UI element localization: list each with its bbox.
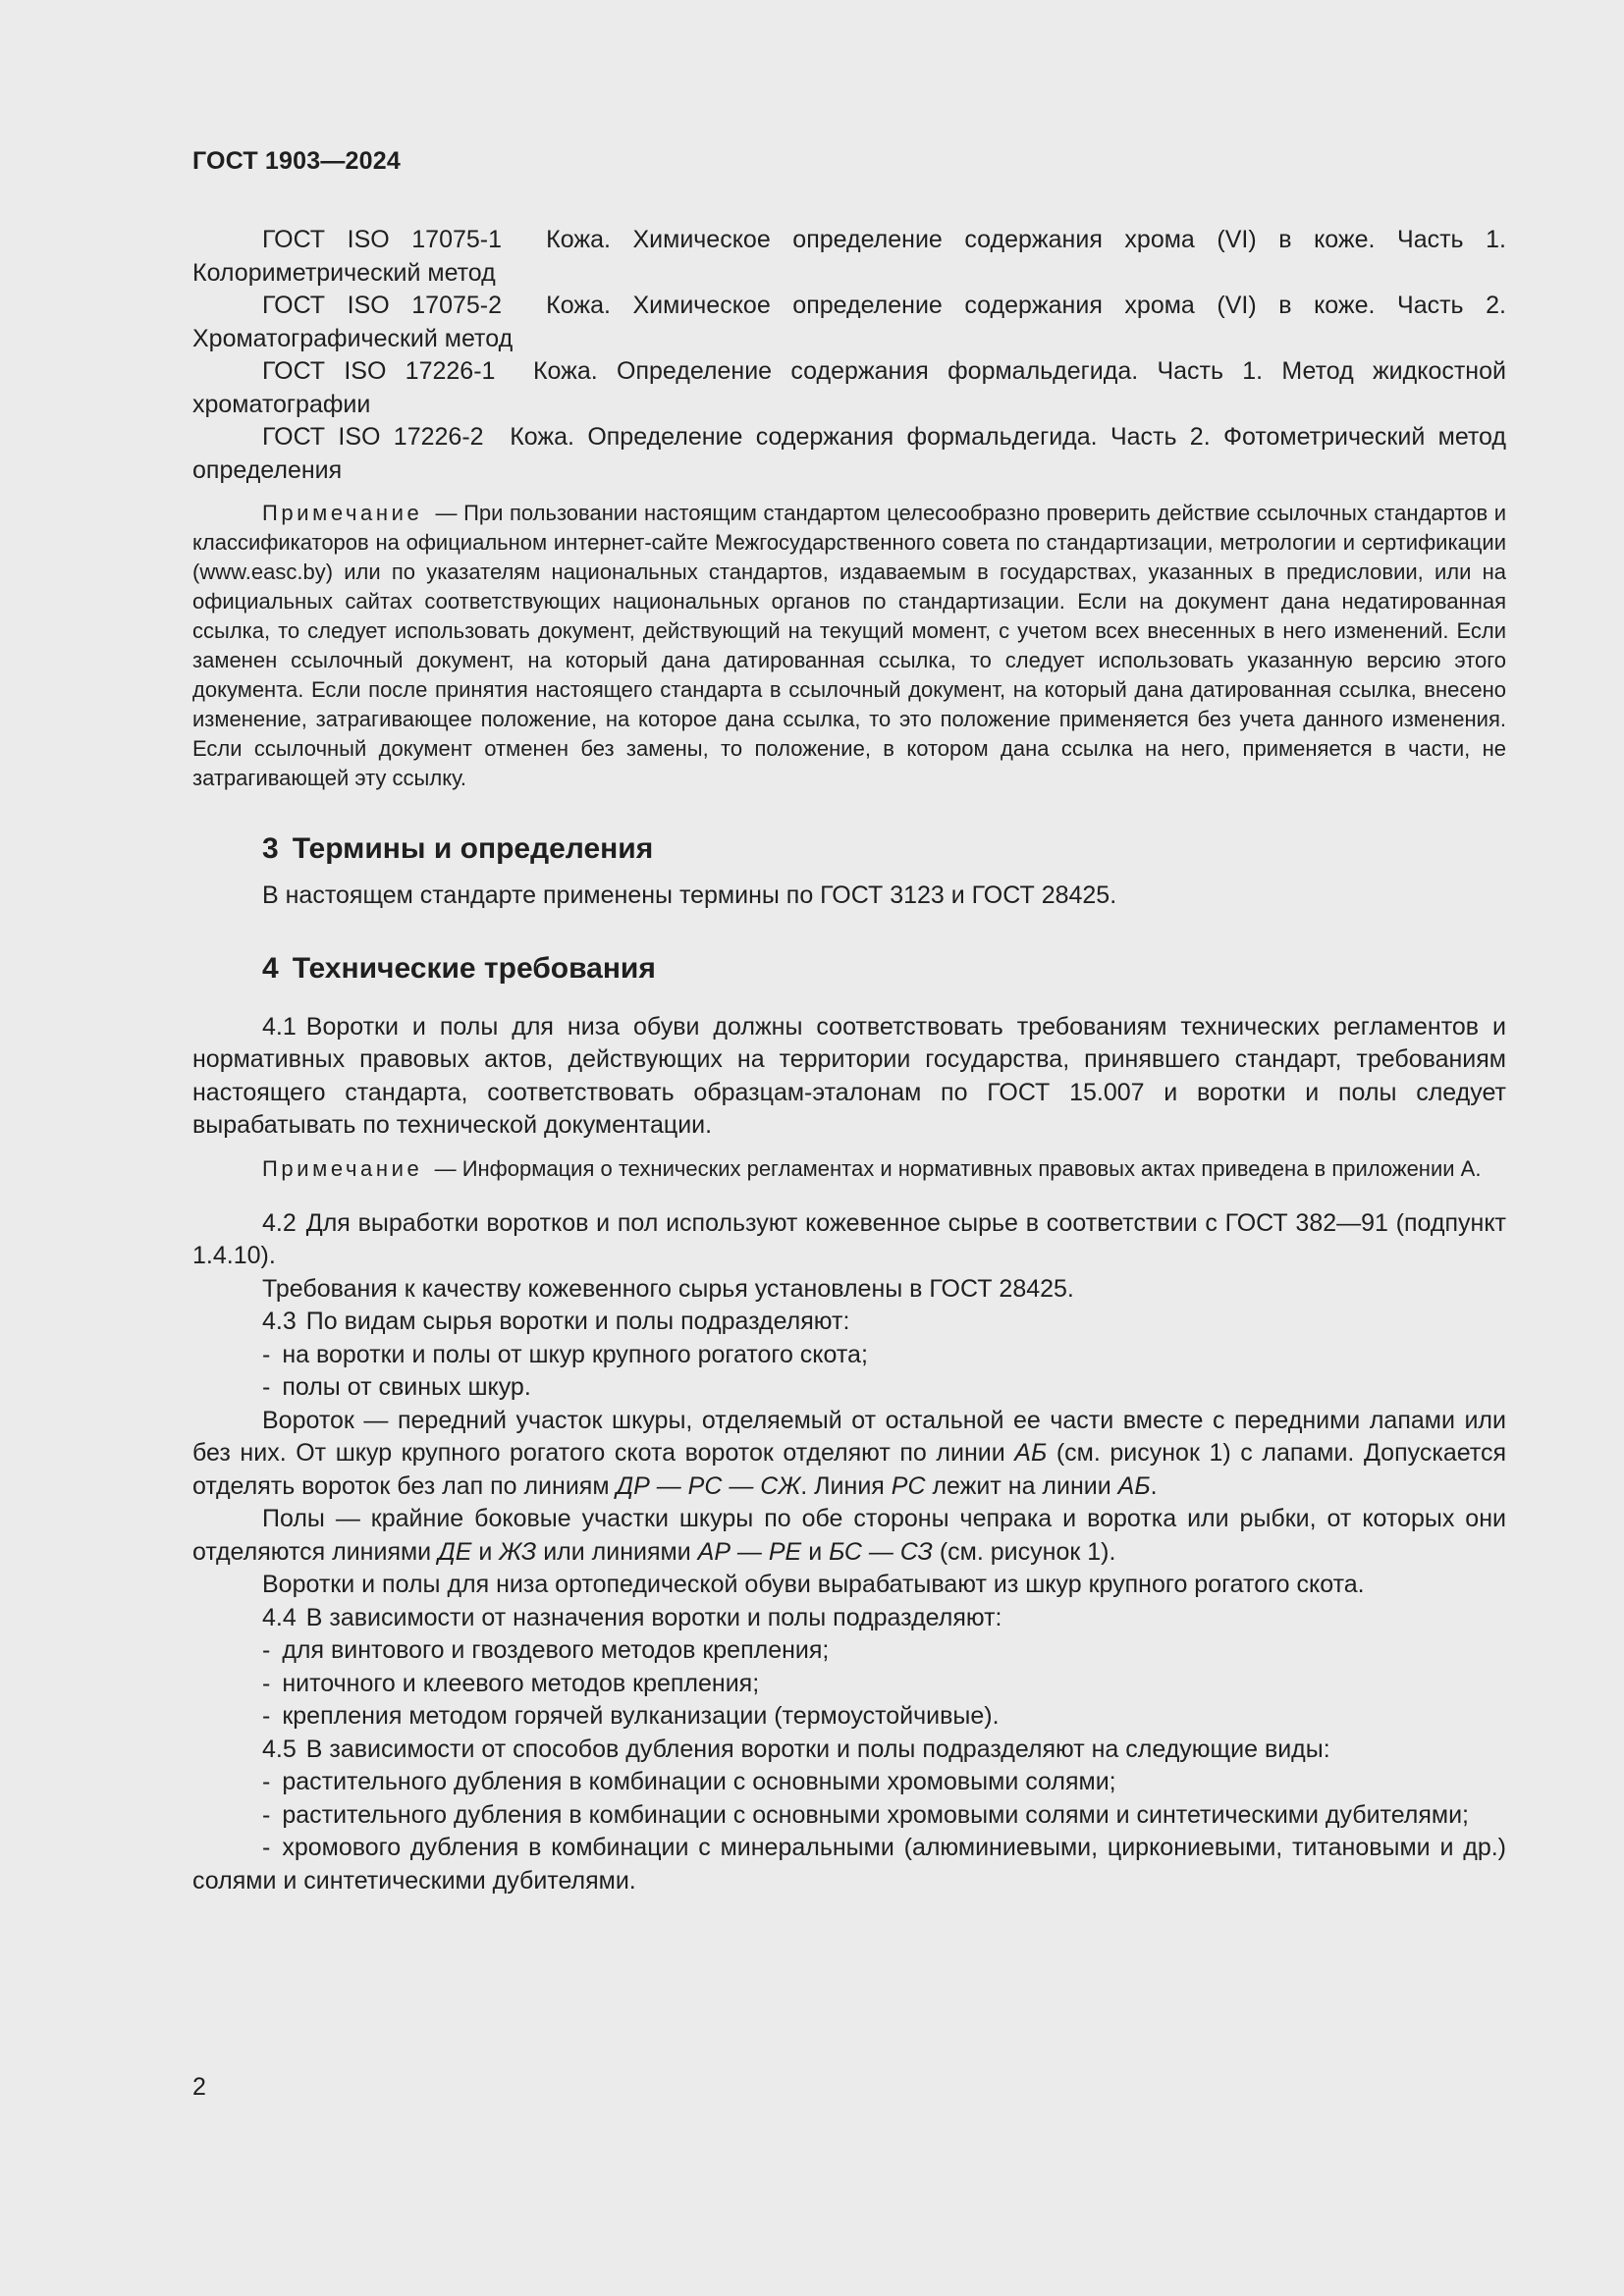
section-number: 3 xyxy=(262,832,279,865)
clause-paragraph xyxy=(192,1306,1506,1339)
clause-number: 4.5 xyxy=(262,1735,297,1763)
section-title: Термины и определения xyxy=(292,832,654,865)
list-dash: - xyxy=(262,1834,271,1861)
line-label: АР — РЕ xyxy=(697,1537,802,1566)
note-text: — Информация о технических регламентах и нормативных правовых актах приведена в приложении А. xyxy=(434,1155,1482,1181)
text-fragment: . Линия xyxy=(800,1471,885,1500)
note-paragraph xyxy=(192,499,1506,793)
text-fragment: лежит на линии xyxy=(932,1471,1111,1500)
note-paragraph xyxy=(192,1154,1506,1184)
note-text: — При пользовании настоящим стандартом целесообразно проверить действие ссылочных стандартов и классификаторов на официальном интернет-сайте Межгосударственного совета по стандартизации, метрологии и сертификации (www.easc.by) или по указателям национальных стандартов, издаваемым в государствах, указанных в предисловии, или на официальных сайтах соответствующих национальных органов по стандартизации. Если на документ дана недатированная ссылка, то следует использовать документ, действующий на текущий момент, с учетом всех внесенных в него изменений. Если заменен ссылочный документ, на который дана датированная ссылка, то следует использовать указанную версию этого документа. Если после принятия настоящего стандарта в ссылочный документ, на который дана датированная ссылка, внесено изменение, затрагивающее положение, на которое дана ссылка, то это положение применяется без учета данного изменения. Если ссылочный документ отменен без замены, то положение, в котором дана ссылка на него, применяется в части, не затрагивающей эту ссылку. xyxy=(192,501,1506,790)
clause-text: В зависимости от способов дубления воротки и полы подразделяют на следующие виды: xyxy=(305,1735,1330,1763)
reference-code: ГОСТ ISO 17226-1 xyxy=(262,357,496,385)
list-item-text: хромового дубления в комбинации с минеральными (алюминиевыми, циркониевыми, титановыми и др.) солями и синтетическими дубителями. xyxy=(192,1834,1506,1895)
list-item-text: на воротки и полы от шкур крупного рогатого скота; xyxy=(282,1340,868,1368)
body-paragraph: Требования к качеству кожевенного сырья установлены в ГОСТ 28425. xyxy=(262,1274,1074,1303)
text-fragment: Полы — крайние боковые участки шкуры по обе стороны чепрака и воротка или рыбки, от которых они отделяются линиями xyxy=(192,1505,1506,1566)
list-item-text: растительного дубления в комбинации с основными хромовыми солями; xyxy=(282,1768,1116,1795)
line-label: ДЕ xyxy=(438,1537,472,1566)
reference-code: ГОСТ ISO 17075-1 xyxy=(262,226,503,253)
text-fragment: и xyxy=(478,1537,493,1566)
list-item xyxy=(192,1700,1506,1734)
reference-item xyxy=(192,290,1506,355)
list-dash: - xyxy=(262,1340,271,1368)
body-paragraph: В настоящем стандарте применены термины по ГОСТ 3123 и ГОСТ 28425. xyxy=(262,881,1117,909)
clause-paragraph xyxy=(192,1602,1506,1635)
line-label: ЖЗ xyxy=(499,1537,537,1566)
text-fragment: или линиями xyxy=(543,1537,691,1566)
line-label: АБ xyxy=(1117,1471,1151,1500)
section-number: 4 xyxy=(262,951,279,985)
list-dash: - xyxy=(262,1800,271,1829)
page-content xyxy=(192,224,1506,1897)
reference-title: Кожа. Химическое определение содержания хрома (VI) в коже. Часть 1. Колориметрический метод xyxy=(192,226,1507,287)
clause-text: По видам сырья воротки и полы подразделяют: xyxy=(305,1308,850,1335)
reference-item xyxy=(192,355,1506,421)
list-item xyxy=(192,1668,1506,1701)
clause-number: 4.4 xyxy=(262,1603,297,1631)
list-item xyxy=(192,1371,1506,1405)
note-label: Примечание xyxy=(262,1155,423,1181)
text-fragment: (см. рисунок 1) с лапами. Допускается отделять вороток без лап по линиям xyxy=(192,1439,1507,1500)
list-item xyxy=(192,1832,1506,1897)
clause-number: 4.3 xyxy=(262,1308,297,1335)
reference-item xyxy=(192,224,1506,290)
section-title: Технические требования xyxy=(292,951,656,985)
body-paragraph xyxy=(192,1503,1506,1569)
list-item xyxy=(192,1799,1506,1833)
text-fragment: Вороток — передний участок шкуры, отделяемый от остальной ее части вместе с передними лапами или без них. От шкур крупного рогатого скота вороток отделяют по линии xyxy=(192,1406,1506,1467)
list-dash: - xyxy=(262,1669,271,1697)
text-fragment: и xyxy=(808,1537,823,1566)
section-heading xyxy=(192,952,1506,986)
reference-title: Кожа. Определение содержания формальдегида. Часть 2. Фотометрический метод определения xyxy=(192,423,1506,484)
list-item-text: полы от свиных шкур. xyxy=(282,1373,531,1401)
clause-text: Для выработки воротков и пол используют кожевенное сырье в соответствии с ГОСТ 382—91 (подпункт 1.4.10). xyxy=(192,1208,1506,1269)
body-paragraph xyxy=(192,1405,1506,1504)
list-item-text: крепления методом горячей вулканизации (термоустойчивые). xyxy=(282,1702,1000,1730)
reference-title: Кожа. Определение содержания формальдегида. Часть 1. Метод жидкостной хроматографии xyxy=(192,357,1506,418)
clause-paragraph xyxy=(192,1207,1506,1273)
list-item xyxy=(192,1634,1506,1668)
line-label: АБ xyxy=(1014,1439,1048,1467)
line-label: РС xyxy=(891,1471,926,1500)
reference-code: ГОСТ ISO 17075-2 xyxy=(262,292,503,319)
clause-number: 4.1 xyxy=(262,1012,297,1041)
clause-number: 4.2 xyxy=(262,1208,297,1237)
reference-item xyxy=(192,421,1506,487)
reference-title: Кожа. Химическое определение содержания хрома (VI) в коже. Часть 2. Хроматографический метод xyxy=(192,292,1507,352)
clause-text: Воротки и полы для низа обуви должны соответствовать требованиям технических регламентов и нормативных правовых актов, действующих на территории государства, принявшего стандарт, требованиям настоящего стандарта, соответствовать образцам-эталонам по ГОСТ 15.007 и воротки и полы следует вырабатывать по технической документации. xyxy=(192,1012,1506,1139)
list-dash: - xyxy=(262,1373,271,1401)
list-dash: - xyxy=(262,1636,271,1664)
text-fragment: (см. рисунок 1). xyxy=(939,1537,1116,1566)
list-item-text: растительного дубления в комбинации с основными хромовыми солями и синтетическими дубителями; xyxy=(282,1800,1469,1829)
clause-paragraph xyxy=(192,1011,1506,1143)
list-item xyxy=(192,1766,1506,1799)
body-paragraph: Воротки и полы для низа ортопедической обуви вырабатывают из шкур крупного рогатого скота. xyxy=(262,1571,1365,1598)
reference-code: ГОСТ ISO 17226-2 xyxy=(262,423,484,451)
clause-paragraph xyxy=(192,1734,1506,1767)
list-item-text: для винтового и гвоздевого методов крепления; xyxy=(282,1636,830,1664)
clause-text: В зависимости от назначения воротки и полы подразделяют: xyxy=(305,1603,1002,1631)
list-item xyxy=(192,1339,1506,1372)
text-fragment: . xyxy=(1150,1471,1158,1500)
document-header: ГОСТ 1903—2024 xyxy=(192,147,401,175)
list-dash: - xyxy=(262,1702,271,1730)
list-item-text: ниточного и клеевого методов крепления; xyxy=(282,1669,760,1697)
section-heading xyxy=(192,832,1506,866)
note-label: Примечание xyxy=(262,501,423,525)
line-label: ДР — РС — СЖ xyxy=(616,1471,801,1500)
line-label: БС — СЗ xyxy=(829,1537,933,1566)
page-number: 2 xyxy=(192,2073,206,2101)
list-dash: - xyxy=(262,1768,271,1795)
